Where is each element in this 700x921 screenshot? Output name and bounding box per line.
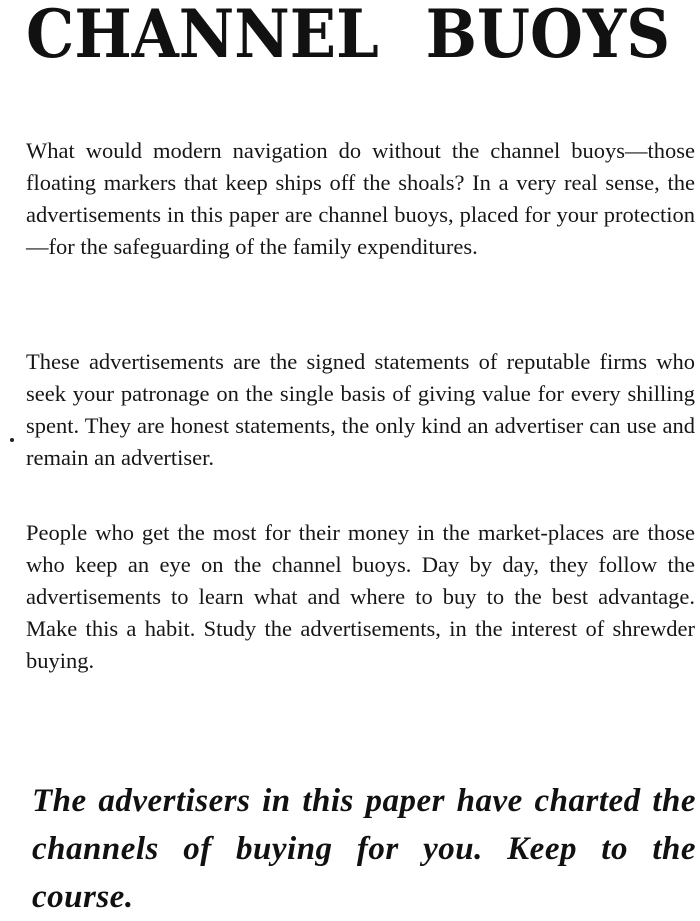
paragraph-marketplaces: People who get the most for their money in the market-places are those who keep an eye on the channel buoys. Day by day, they follow the advertisements to learn what and where to buy to the best advantage. Make this a habit. Study the advertisements, in the interest of shrewder buying. xyxy=(26,520,695,673)
print-speck xyxy=(10,438,14,442)
tagline: The advertisers in this paper have charted the channels of buying for you. Keep to the course. xyxy=(32,783,696,915)
paragraph-navigation: What would modern navigation do without the channel buoys—those floating markers that keep ships off the shoals? In a very real sense, the advertisements in this paper are channel buoys, placed for your protection—for the safeguarding of the family expenditures. xyxy=(26,138,695,259)
headline: CHANNEL BUOYS xyxy=(26,0,671,73)
paragraph-statements: These advertisements are the signed statements of reputable firms who seek your patronage on the single basis of giving value for every shilling spent. They are honest statements, the only kind an advertiser can use and remain an advertiser. xyxy=(26,349,695,470)
